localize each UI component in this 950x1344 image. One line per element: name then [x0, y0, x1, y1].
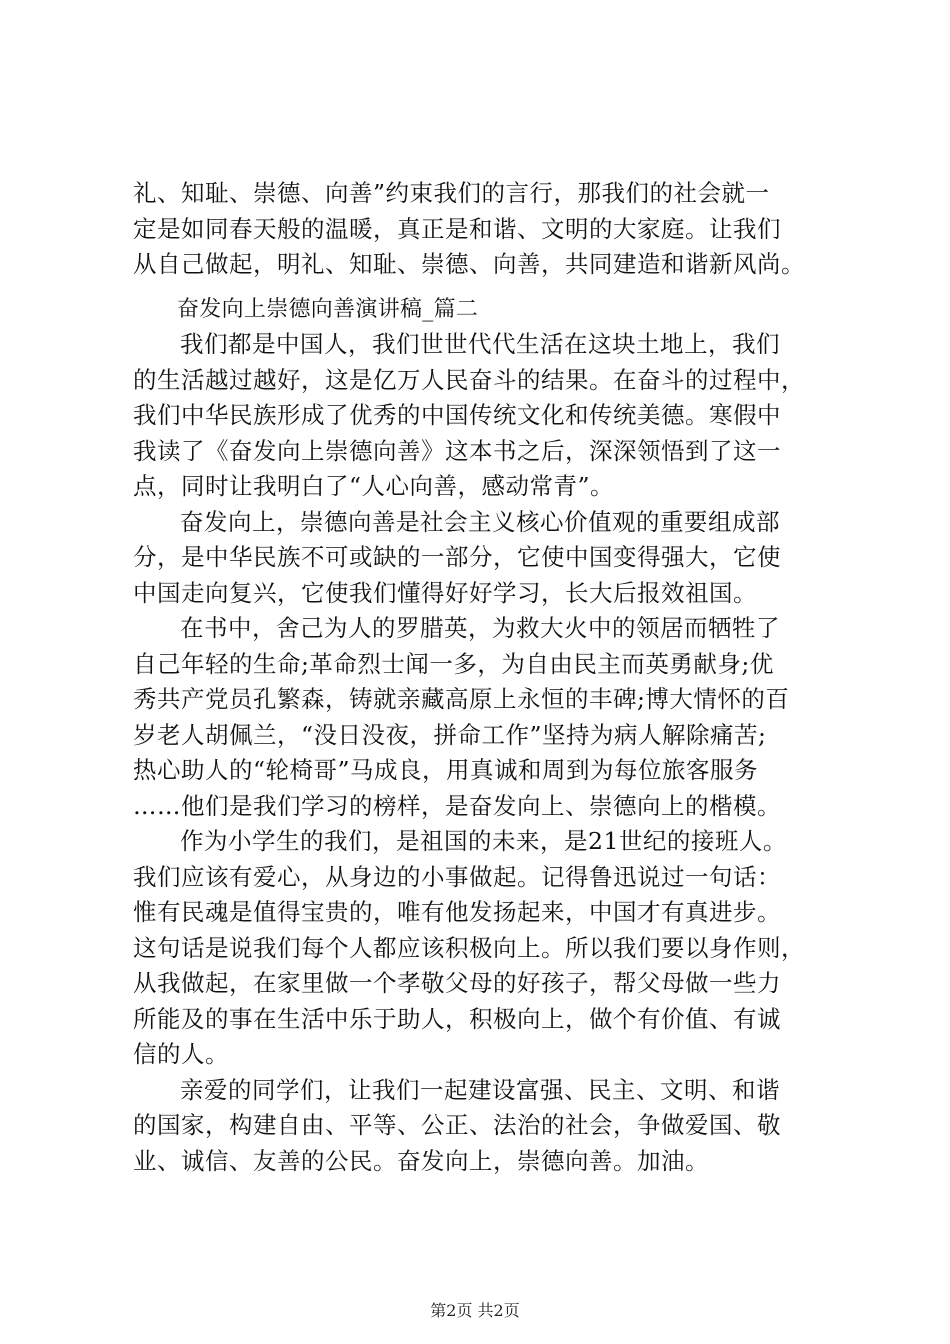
text-line: 惟有民魂是值得宝贵的，唯有他发扬起来，中国才有真进步。 [133, 898, 781, 926]
paragraph-4 [133, 824, 833, 1073]
text-line: 点，同时让我明白了“人心向善，感动常青”。 [133, 472, 615, 500]
paragraph-2 [133, 505, 833, 612]
page-number-label: 第2页 共2页 [430, 1301, 520, 1320]
continued-paragraph [133, 176, 833, 283]
text-line: 热心助人的“轮椅哥”马成良，用真诚和周到为每位旅客服务 [133, 756, 759, 784]
text-line: 我们中华民族形成了优秀的中国传统文化和传统美德。寒假中 [133, 401, 781, 429]
text-line: 秀共产党员孔繁森，铸就亲藏高原上永恒的丰碑;博大情怀的百 [133, 685, 790, 713]
text-line: 自己年轻的生命;革命烈士闻一多，为自由民主而英勇献身;优 [133, 649, 774, 678]
text-line: 奋发向上，崇德向善是社会主义核心价值观的重要组成部 [180, 507, 780, 536]
text-line: 所能及的事在生活中乐于助人，积极向上，做个有价值、有诚 [133, 1004, 781, 1033]
text-line: 的生活越过越好，这是亿万人民奋斗的结果。在奋斗的过程中， [133, 365, 805, 394]
section-title: 奋发向上崇德向善演讲稿_篇二 [177, 297, 479, 322]
text-line: 我们应该有爱心，从身边的小事做起。记得鲁迅说过一句话： [133, 862, 781, 891]
text-line: ……他们是我们学习的榜样，是奋发向上、崇德向上的楷模。 [133, 791, 781, 820]
text-line: 作为小学生的我们，是祖国的未来，是21世纪的接班人。 [180, 827, 787, 855]
text-line: 中国走向复兴，它使我们懂得好好学习，长大后报效祖国。 [133, 578, 757, 607]
text-line: 分，是中华民族不可或缺的一部分，它使中国变得强大，它使 [133, 543, 781, 571]
text-line: 的国家，构建自由、平等、公正、法治的社会，争做爱国、敬 [133, 1111, 781, 1139]
text-line: 我们都是中国人，我们世世代代生活在这块土地上，我们 [180, 330, 780, 358]
text-line: 从我做起，在家里做一个孝敬父母的好孩子，帮父母做一些力 [133, 969, 781, 997]
text-line: 岁老人胡佩兰，“没日没夜，拼命工作”坚持为病人解除痛苦; [133, 720, 767, 749]
section-two [133, 293, 833, 1179]
text-line: 我读了《奋发向上崇德向善》这本书之后，深深领悟到了这一 [133, 436, 781, 465]
text-line: 亲爱的同学们，让我们一起建设富强、民主、文明、和谐 [180, 1075, 780, 1104]
paragraph-3 [133, 611, 833, 824]
text-line: 这句话是说我们每个人都应该积极向上。所以我们要以身作则， [133, 933, 805, 962]
page-footer [0, 1301, 950, 1321]
paragraph-1 [133, 327, 833, 505]
text-line: 信的人。 [133, 1040, 229, 1068]
text-line: 定是如同春天般的温暖，真正是和谐、文明的大家庭。让我们 [133, 214, 781, 243]
text-line: 在书中，舍己为人的罗腊英，为救大火中的领居而牺牲了 [180, 614, 780, 642]
text-line: 业、诚信、友善的公民。奋发向上，崇德向善。加油。 [133, 1146, 709, 1175]
paragraph-5 [133, 1073, 833, 1180]
text-line: 礼、知耻、崇德、向善”约束我们的言行，那我们的社会就一 [133, 179, 770, 207]
text-line: 从自己做起，明礼、知耻、崇德、向善，共同建造和谐新风尚。 [133, 250, 805, 278]
